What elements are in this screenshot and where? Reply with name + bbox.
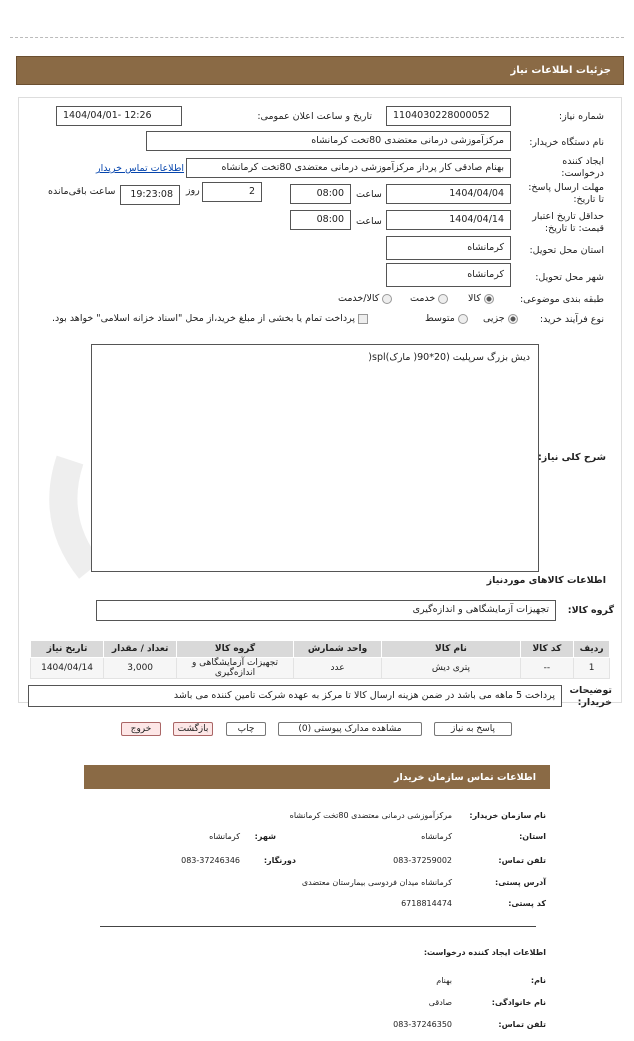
validity-label: حداقل تاریخ اعتبار قیمت: تا تاریخ:	[532, 211, 604, 234]
page-title: جزئیات اطلاعات نیاز	[510, 65, 611, 76]
cell-unit: عدد	[293, 658, 381, 679]
contact-address-label: آدرس پستی:	[495, 878, 546, 887]
contact-header	[84, 765, 550, 789]
page-header	[16, 56, 624, 85]
category-label: طبقه بندی موضوعی:	[519, 294, 604, 305]
creator-phone-label: تلفن تماس:	[498, 1020, 546, 1029]
contact-city-value: کرمانشاه	[209, 832, 240, 841]
validity-time-field: 08:00	[290, 210, 351, 230]
contact-org-value: مرکزآموزشی درمانی معتضدی 80تخت کرمانشاه	[289, 811, 452, 820]
cell-group: تجهیزات آزمایشگاهی و اندازه‌گیری	[177, 658, 294, 679]
buyer-contact-link[interactable]: اطلاعات تماس خریدار	[96, 163, 185, 174]
goods-group-field: تجهیزات آزمایشگاهی و اندازه‌گیری	[96, 600, 556, 621]
cell-code: --	[520, 658, 573, 679]
col-quantity: تعداد / مقدار	[104, 641, 177, 658]
col-need-date: تاریخ نیاز	[31, 641, 104, 658]
contact-phone-label: تلفن تماس:	[498, 856, 546, 865]
cell-quantity: 3,000	[104, 658, 177, 679]
contact-city-label: شهر:	[254, 832, 276, 841]
creator-name-value: بهنام	[436, 976, 452, 985]
province-field: کرمانشاه	[386, 236, 511, 260]
cell-need-date: 1404/04/14	[31, 658, 104, 679]
contact-province-label: استان:	[519, 832, 546, 841]
city-label: شهر محل تحویل:	[535, 272, 604, 283]
remaining-time-field: 19:23:08	[120, 185, 180, 205]
exit-button[interactable]: خروج	[121, 722, 161, 736]
buyer-org-label: نام دستگاه خریدار:	[529, 137, 604, 148]
back-button[interactable]: بازگشت	[173, 722, 213, 736]
contact-title: اطلاعات تماس سازمان خریدار	[393, 772, 536, 783]
deadline-date-field: 1404/04/04	[386, 184, 511, 204]
category-option-service[interactable]: خدمت	[410, 293, 448, 304]
days-label: روز	[186, 185, 200, 196]
province-label: استان محل تحویل:	[529, 245, 604, 256]
creator-field: بهنام صادقی کار پرداز مرکزآموزشی درمانی معتضدی 80تخت کرمانشاه	[186, 158, 511, 178]
payment-treasury-option[interactable]: پرداخت تمام یا بخشی از مبلغ خرید،از محل "اسناد خزانه اسلامی" خواهد بود.	[52, 313, 368, 324]
category-option-both[interactable]: کالا/خدمت	[338, 293, 392, 304]
radio-selected-icon	[508, 314, 518, 324]
description-box	[91, 344, 539, 572]
days-field: 2	[202, 182, 262, 202]
contact-divider	[100, 926, 536, 927]
radio-icon	[458, 314, 468, 324]
col-row: ردیف	[574, 641, 610, 658]
col-group: گروه کالا	[177, 641, 294, 658]
remaining-time-label: ساعت باقی‌مانده	[48, 186, 116, 197]
goods-section-title: اطلاعات کالاهای موردنیاز	[486, 575, 606, 586]
creator-family-label: نام خانوادگی:	[491, 998, 546, 1007]
contact-phone-value: 083-37259002	[393, 856, 452, 865]
table-row	[31, 658, 610, 679]
buyer-notes-label: توضیحات خریدار:	[569, 685, 612, 708]
buyer-org-field: مرکزآموزشی درمانی معتضدی 80تخت کرمانشاه	[146, 131, 511, 151]
goods-group-label: گروه کالا:	[567, 605, 614, 616]
cell-name: پتری دیش	[382, 658, 521, 679]
announce-label: تاریخ و ساعت اعلان عمومی:	[257, 111, 372, 122]
process-option-minor[interactable]: جزیی	[483, 313, 518, 324]
contact-postal-label: کد پستی:	[508, 899, 546, 908]
attachments-button[interactable]: مشاهده مدارک پیوستی (0)	[278, 722, 422, 736]
announce-field: 1404/04/01- 12:26	[56, 106, 182, 126]
process-option-medium[interactable]: متوسط	[425, 313, 468, 324]
deadline-label: مهلت ارسال پاسخ: تا تاریخ:	[528, 182, 604, 205]
cell-row: 1	[574, 658, 610, 679]
creator-name-label: نام:	[530, 976, 546, 985]
validity-date-field: 1404/04/14	[386, 210, 511, 230]
radio-icon	[382, 294, 392, 304]
creator-family-value: صادقی	[428, 998, 452, 1007]
process-label: نوع فرآیند خرید:	[539, 314, 604, 325]
buyer-notes-field: پرداخت 5 ماهه می باشد در ضمن هزینه ارسال کالا تا مرکز به عهده شرکت تامین کننده می باشد	[28, 685, 562, 707]
contact-org-label: نام سازمان خریدار:	[469, 811, 546, 820]
category-option-goods[interactable]: کالا	[468, 293, 494, 304]
city-field: کرمانشاه	[386, 263, 511, 287]
description-text: دیش بزرگ سرپلیت (20*90( مارک)spl(	[368, 352, 530, 363]
reply-button[interactable]: پاسخ به نیاز	[434, 722, 512, 736]
col-code: کد کالا	[520, 641, 573, 658]
need-number-field: 1104030228000052	[386, 106, 511, 126]
need-number-label: شماره نیاز:	[558, 111, 604, 122]
contact-fax-value: 083-37246346	[181, 856, 240, 865]
validity-time-label: ساعت	[356, 216, 382, 227]
contact-postal-value: 6718814474	[401, 899, 452, 908]
top-divider	[10, 37, 624, 38]
table-header-row	[31, 641, 610, 658]
deadline-time-label: ساعت	[356, 189, 382, 200]
deadline-time-field: 08:00	[290, 184, 351, 204]
creator-info-title: اطلاعات ایجاد کننده درخواست:	[423, 948, 546, 957]
contact-fax-label: دورنگار:	[263, 856, 296, 865]
checkbox-icon	[358, 314, 368, 324]
col-unit: واحد شمارش	[293, 641, 381, 658]
contact-address-value: کرمانشاه میدان فردوسی بیمارستان معتضدی	[301, 878, 452, 887]
radio-icon	[438, 294, 448, 304]
radio-selected-icon	[484, 294, 494, 304]
creator-phone-value: 083-37246350	[393, 1020, 452, 1029]
description-label: شرح کلی نیاز:	[537, 452, 606, 463]
creator-label: ایجاد کننده درخواست:	[561, 156, 604, 179]
goods-table	[30, 640, 610, 679]
print-button[interactable]: چاپ	[226, 722, 266, 736]
contact-province-value: کرمانشاه	[421, 832, 452, 841]
col-name: نام کالا	[382, 641, 521, 658]
